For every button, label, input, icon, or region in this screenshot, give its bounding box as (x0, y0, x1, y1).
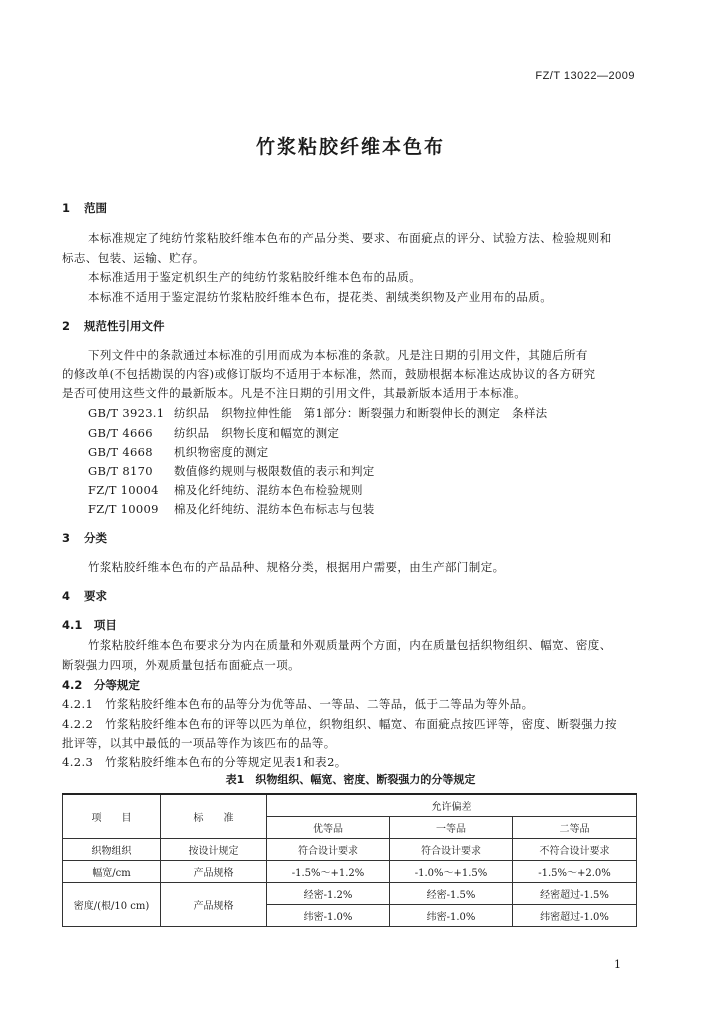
paragraph: 本标准规定了纯纺竹浆粘胶纤维本色布的产品分类、要求、布面疵点的评分、试验方法、检验规则和 (88, 231, 612, 245)
reference-item (88, 482, 363, 498)
table-cell: 经密-1.5% (390, 882, 513, 904)
table-cell: 符合设计要求 (267, 838, 390, 860)
reference-item (88, 501, 375, 517)
row-item: 幅宽/cm (63, 860, 161, 882)
section-number: 4 (62, 589, 71, 603)
row-standard: 产品规格 (161, 860, 267, 882)
subsection-4-1-heading: 4.1 项目 (62, 618, 117, 632)
section-title: 范围 (84, 201, 107, 215)
row-item: 密度/(根/10 cm) (63, 882, 161, 926)
header-grade-first: 一等品 (390, 816, 513, 838)
paragraph: 竹浆粘胶纤维本色布的产品品种、规格分类，根据用户需要，由生产部门制定。 (88, 560, 505, 574)
table-cell: 纬密超过-1.0% (513, 904, 637, 926)
grading-table (62, 793, 637, 927)
reference-item (88, 425, 339, 441)
table-cell: -1.0%～+1.5% (390, 860, 513, 882)
reference-title: 棉及化纤纯纺、混纺本色布标志与包装 (174, 502, 375, 516)
section-1-heading (62, 200, 107, 216)
row-standard: 按设计规定 (161, 838, 267, 860)
reference-title: 数值修约规则与极限数值的表示和判定 (174, 464, 375, 478)
paragraph: 下列文件中的条款通过本标准的引用而成为本标准的条款。凡是注日期的引用文件，其随后所有 (88, 348, 588, 362)
reference-item (88, 405, 547, 421)
subsection-4-2-heading: 4.2 分等规定 (62, 678, 140, 692)
paragraph: 标志、包装、运输、贮存。 (62, 251, 205, 265)
table-row (63, 860, 637, 882)
reference-code: GB/T 3923.1 (88, 406, 165, 420)
paragraph: 的修改单(不包括勘误的内容)或修订版均不适用于本标准，然而，鼓励根据本标准达成协议的各方研究 (62, 367, 596, 381)
row-standard: 产品规格 (161, 882, 267, 926)
reference-title: 纺织品 织物长度和幅宽的测定 (174, 426, 340, 440)
table-caption: 表1 织物组织、幅宽、密度、断裂强力的分等规定 (225, 773, 476, 786)
header-item: 项 目 (63, 794, 161, 838)
table-cell: 经密超过-1.5% (513, 882, 637, 904)
reference-code: FZ/T 10004 (88, 483, 159, 497)
table-cell: 纬密-1.0% (390, 904, 513, 926)
section-number: 1 (62, 201, 71, 215)
section-number: 2 (62, 319, 71, 333)
table-cell: 不符合设计要求 (513, 838, 637, 860)
section-3-heading (62, 530, 107, 546)
clause-4-2-1: 4.2.1 竹浆粘胶纤维本色布的品等分为优等品、一等品、二等品，低于二等品为等外品。 (62, 697, 534, 711)
page-number: 1 (614, 958, 621, 971)
reference-item (88, 444, 268, 460)
row-item: 织物组织 (63, 838, 161, 860)
table-cell: 经密-1.2% (267, 882, 390, 904)
clause-4-2-2: 4.2.2 竹浆粘胶纤维本色布的评等以匹为单位，织物组织、幅宽、布面疵点按匹评等，密度、断裂强力按 (62, 717, 617, 731)
table-cell: 纬密-1.0% (267, 904, 390, 926)
section-title: 规范性引用文件 (84, 319, 165, 333)
reference-code: FZ/T 10009 (88, 502, 159, 516)
section-4-heading (62, 588, 107, 604)
header-standard: 标 准 (161, 794, 267, 838)
clause-4-2-3: 4.2.3 竹浆粘胶纤维本色布的分等规定见表1和表2。 (62, 755, 347, 769)
paragraph: 是否可使用这些文件的最新版本。凡是不注日期的引用文件，其最新版本适用于本标准。 (62, 386, 527, 400)
reference-item (88, 463, 375, 479)
header-grade-second: 二等品 (513, 816, 637, 838)
reference-code: GB/T 8170 (88, 464, 153, 478)
table-row (63, 838, 637, 860)
header-grade-superior: 优等品 (267, 816, 390, 838)
page-title: 竹浆粘胶纤维本色布 (255, 136, 445, 158)
paragraph: 断裂强力四项，外观质量包括布面疵点一项。 (62, 658, 300, 672)
paragraph: 本标准适用于鉴定机织生产的纯纺竹浆粘胶纤维本色布的品质。 (88, 270, 422, 284)
standard-number: FZ/T 13022—2009 (535, 70, 635, 82)
paragraph: 本标准不适用于鉴定混纺竹浆粘胶纤维本色布，提花类、割绒类织物及产业用布的品质。 (88, 290, 553, 304)
section-title: 分类 (84, 531, 107, 545)
table-cell: -1.5%～+2.0% (513, 860, 637, 882)
table-cell: -1.5%～+1.2% (267, 860, 390, 882)
table-row (63, 882, 637, 904)
reference-title: 棉及化纤纯纺、混纺本色布检验规则 (174, 483, 363, 497)
reference-title: 纺织品 织物拉伸性能 第1部分：断裂强力和断裂伸长的测定 条样法 (174, 406, 548, 420)
section-title: 要求 (84, 589, 107, 603)
clause-4-2-2-cont: 批评等，以其中最低的一项品等作为该匹布的品等。 (62, 736, 336, 750)
reference-title: 机织物密度的测定 (174, 445, 269, 459)
header-tolerance: 允许偏差 (267, 794, 637, 816)
reference-code: GB/T 4668 (88, 445, 153, 459)
reference-code: GB/T 4666 (88, 426, 153, 440)
section-number: 3 (62, 531, 71, 545)
table-cell: 符合设计要求 (390, 838, 513, 860)
section-2-heading (62, 318, 165, 334)
paragraph: 竹浆粘胶纤维本色布要求分为内在质量和外观质量两个方面，内在质量包括织物组织、幅宽、密度、 (88, 638, 612, 652)
